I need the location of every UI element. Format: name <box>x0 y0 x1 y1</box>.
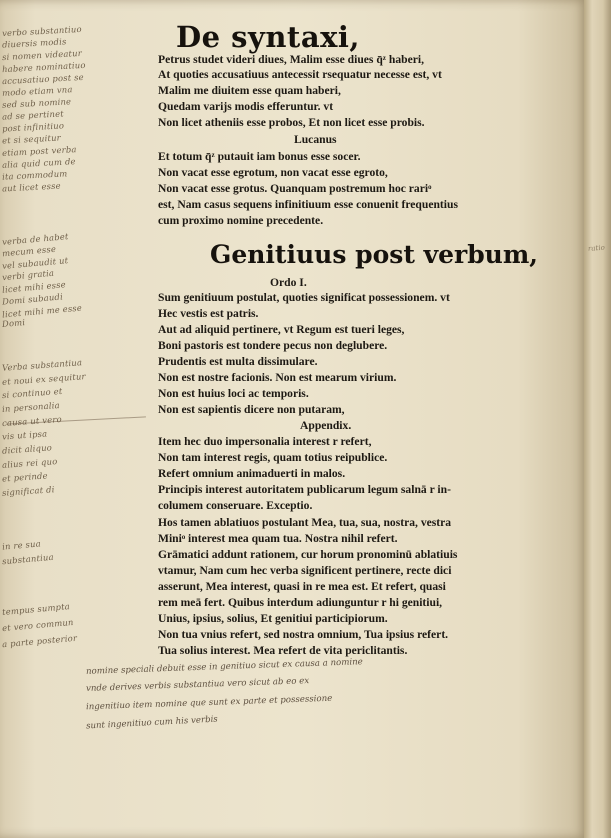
text-line: asserunt, Mea interest, quasi in re mea est. Et refert, quasi <box>158 580 446 593</box>
text-line: Prudentis est multa dissimulare. <box>158 355 318 368</box>
bottom-note: vnde derives verbis substantiua vero sicut ab eo ex <box>85 676 310 694</box>
label-appendix: Appendix. <box>300 419 352 432</box>
text-line: columem conseruare. Exceptio. <box>158 499 313 512</box>
margin-note: alius rei quo <box>1 456 58 470</box>
margin-note: aut licet esse <box>1 180 61 194</box>
margin-note: post infinitiuo <box>1 120 65 134</box>
text-line: Miniᵒ interest mea quam tua. Nostra nihil refert. <box>158 532 398 545</box>
text-line: Refert omnium animaduerti in malos. <box>158 467 346 480</box>
margin-note: tempus sumpta <box>1 601 71 617</box>
bottom-note: ingenitiuo item nomine que sunt ex parte et possessione <box>85 693 333 713</box>
text-line: cum proximo nomine precedente. <box>158 214 324 227</box>
text-line: Quedam varijs modis efferuntur. vt <box>158 100 334 113</box>
margin-note: etiam post verba <box>1 144 77 158</box>
bottom-note: sunt ingenitiuo cum his verbis <box>85 714 218 732</box>
margin-note: diuersis modis <box>1 36 67 50</box>
text-line: est, Nam casus sequens infinitiuum esse conuenit frequentius <box>158 198 458 211</box>
text-line: Item hec duo impersonalia interest r refert, <box>158 435 372 448</box>
bottom-note: nomine speciali debuit esse in genitiuo sicut ex causa a nomine <box>85 657 363 677</box>
margin-note: ad se pertinet <box>1 108 65 122</box>
margin-note: licet mihi me esse <box>1 302 83 320</box>
text-line: Non licet atheniis esse probos, Et non licet esse probis. <box>158 116 425 129</box>
section-heading: Genitiuus post verbum, <box>210 240 539 269</box>
margin-note: ita commodum <box>1 168 68 182</box>
margin-note: si nomen videatur <box>1 47 83 63</box>
text-line: Principis interest autoritatem publicarum legum salnā r in- <box>158 483 451 496</box>
text-line: Non vacat esse grotus. Quanquam postremum hoc rariᵒ <box>158 182 432 195</box>
text-line: Unius, ipsius, solius, Et genitiui participiorum. <box>158 612 388 625</box>
text-line: Grāmatici addunt rationem, cur horum pronominū ablatiuis <box>158 548 458 561</box>
margin-note: dicit aliquo <box>1 442 53 456</box>
margin-note: verbi gratia <box>1 267 55 283</box>
margin-note: mecum esse <box>1 243 57 259</box>
margin-note: significat di <box>1 484 55 498</box>
margin-note: in re sua <box>1 538 42 552</box>
margin-note: si continuo et <box>1 385 63 401</box>
running-head: De syntaxi, <box>175 20 361 54</box>
text-line: Hec vestis est patris. <box>158 307 259 320</box>
label-ordo: Ordo I. <box>270 276 307 289</box>
margin-note: Domi <box>1 317 26 329</box>
text-line: Malim me diuitem esse quam haberi, <box>158 84 341 97</box>
margin-note: et noui ex sequitur <box>1 371 86 387</box>
edge-note: ratio <box>587 243 606 253</box>
label-lucanus: Lucanus <box>294 133 337 146</box>
text-line: rem meā fert. Quibus interdum adiunguntur r hi genitiui, <box>158 596 443 609</box>
text-line: Non est huius loci ac temporis. <box>158 387 309 400</box>
text-line: Et totum q̄ᶻ putauit iam bonus esse socer. <box>158 150 361 163</box>
margin-note: habere nominatiuo <box>1 59 86 75</box>
text-line: vtamur, Nam cum hec verba significent pertinere, recte dici <box>158 564 452 577</box>
text-line: At quoties accusatiuus antecessit rsequatur necesse est, vt <box>158 68 442 81</box>
margin-note: substantiua <box>1 551 55 567</box>
margin-note: verbo substantiuo <box>1 23 82 39</box>
margin-note: et vero commun <box>1 616 74 634</box>
margin-note: a parte posterior <box>1 632 78 650</box>
text-line: Tua solius interest. Mea refert de vita periclitantis. <box>158 644 408 657</box>
text-line: Boni pastoris est tondere pecus non deglubere. <box>158 339 388 352</box>
margin-note: modo etiam vna <box>1 84 73 98</box>
margin-note: vel subaudit ut <box>1 255 69 271</box>
text-line: Non est nostre facionis. Non est mearum virium. <box>158 371 397 384</box>
margin-note: vis ut ipsa <box>1 428 48 442</box>
facing-page-edge <box>584 0 611 838</box>
margin-note: Verba substantiua <box>1 357 83 373</box>
margin-note: sed sub nomine <box>1 96 72 110</box>
text-line: Petrus studet videri diues, Malim esse diues q̄ᶻ haberi, <box>158 53 425 66</box>
margin-note: alia quid cum de <box>1 156 76 170</box>
margin-note: licet mihi esse <box>1 279 67 295</box>
margin-note: Domi subaudi <box>1 291 64 307</box>
text-line: Hos tamen ablatiuos postulant Mea, tua, sua, nostra, vestra <box>158 516 452 529</box>
margin-note: et perinde <box>1 470 48 484</box>
text-line: Non vacat esse egrotum, non vacat esse egroto, <box>158 166 388 179</box>
margin-note: verba de habet <box>1 231 69 247</box>
margin-note: et si sequitur <box>1 132 62 146</box>
text-line: Non est sapientis dicere non putaram, <box>158 403 345 416</box>
margin-note: causa ut vero <box>1 413 63 429</box>
text-line: Aut ad aliquid pertinere, vt Regum est tueri leges, <box>158 323 405 336</box>
text-line: Non tam interest regis, quam totius reipublice. <box>158 451 388 464</box>
margin-note: in personalia <box>1 399 61 415</box>
text-line: Sum genitiuum postulat, quoties significat possessionem. vt <box>158 291 450 304</box>
text-line: Non tua vnius refert, sed nostra omnium, Tua ipsius refert. <box>158 628 449 641</box>
margin-note: accusatiuo post se <box>1 71 85 87</box>
